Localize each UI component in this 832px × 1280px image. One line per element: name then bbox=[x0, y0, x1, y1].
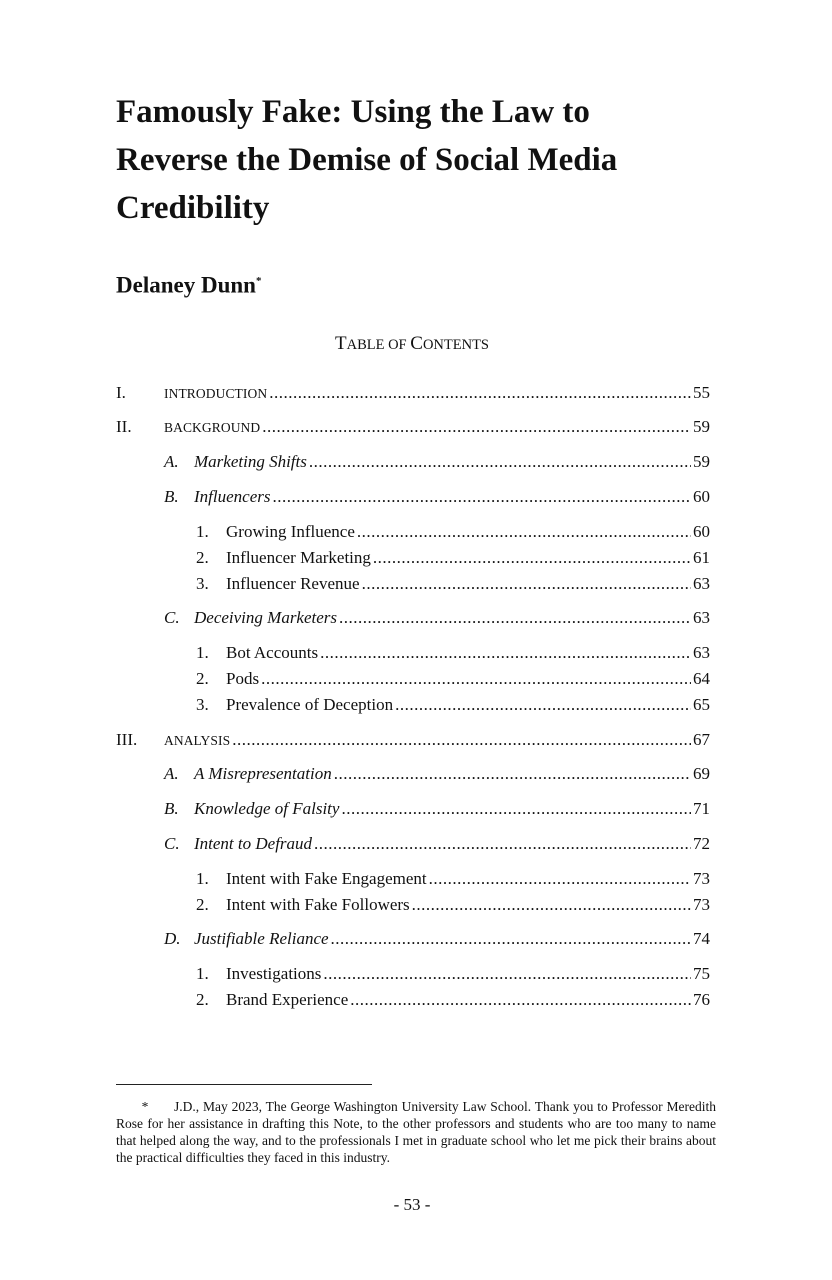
footnote bbox=[116, 1098, 716, 1166]
toc-entry[interactable] bbox=[116, 694, 710, 716]
toc-entry-page: 59 bbox=[693, 417, 710, 436]
toc-entry-page: 69 bbox=[693, 764, 710, 783]
toc-entry-label: Investigations bbox=[226, 964, 322, 983]
title-line: Famously Fake: Using the Law to bbox=[116, 94, 590, 130]
toc-entry-label: BACKGROUND bbox=[164, 420, 261, 435]
author-name: Delaney Dunn* bbox=[116, 272, 262, 298]
toc-entry-number: C. bbox=[164, 608, 180, 627]
dot-leader bbox=[323, 963, 691, 985]
dot-leader bbox=[314, 833, 691, 855]
toc-entry-number: C. bbox=[164, 834, 180, 853]
toc-entry-number: 2. bbox=[196, 895, 209, 914]
toc-entry[interactable] bbox=[116, 894, 710, 916]
toc-entry-page: 76 bbox=[693, 990, 710, 1009]
toc-entry-label: Deceiving Marketers bbox=[194, 608, 338, 627]
dot-leader bbox=[429, 868, 691, 890]
toc-entry[interactable] bbox=[116, 451, 710, 473]
toc-entry-label: Influencers bbox=[194, 487, 271, 506]
toc-entry[interactable] bbox=[116, 486, 710, 508]
toc-entry-page: 74 bbox=[693, 929, 710, 948]
toc-entry-number: 2. bbox=[196, 990, 209, 1009]
toc-entry-number: B. bbox=[164, 487, 179, 506]
toc-entry-label: Prevalence of Deception bbox=[226, 695, 394, 714]
toc-entry-page: 73 bbox=[693, 895, 710, 914]
dot-leader bbox=[331, 928, 691, 950]
dot-leader bbox=[357, 521, 691, 543]
toc-entry[interactable] bbox=[116, 798, 710, 820]
toc-entry-page: 60 bbox=[693, 487, 710, 506]
toc-entry-page: 63 bbox=[693, 574, 710, 593]
toc-entry-number: 2. bbox=[196, 669, 209, 688]
title-line: Reverse the Demise of Social Media bbox=[116, 142, 618, 178]
toc-entry-label: Bot Accounts bbox=[226, 643, 319, 662]
dot-leader bbox=[350, 989, 691, 1011]
toc-entry-page: 71 bbox=[693, 799, 710, 818]
toc-entry-page: 64 bbox=[693, 669, 710, 688]
toc-entry-number: 3. bbox=[196, 574, 209, 593]
toc-entry-label: Marketing Shifts bbox=[194, 452, 307, 471]
toc-entry-number: 1. bbox=[196, 643, 209, 662]
toc-entry-label: Influencer Marketing bbox=[226, 548, 371, 567]
toc-entry-label: Growing Influence bbox=[226, 522, 355, 541]
dot-leader bbox=[261, 668, 691, 690]
toc-entry-number: 1. bbox=[196, 522, 209, 541]
toc-entry[interactable] bbox=[116, 416, 710, 438]
dot-leader bbox=[232, 729, 691, 751]
toc-entry[interactable] bbox=[116, 668, 710, 690]
dot-leader bbox=[269, 382, 691, 404]
dot-leader bbox=[412, 894, 691, 916]
toc-entry[interactable] bbox=[116, 521, 710, 543]
dot-leader bbox=[341, 798, 691, 820]
toc-entry-page: 55 bbox=[693, 383, 710, 402]
toc-entry-number: II. bbox=[116, 417, 132, 436]
author-footnote-mark[interactable]: * bbox=[255, 275, 262, 287]
dot-leader bbox=[373, 547, 691, 569]
toc-entry-label: ANALYSIS bbox=[164, 733, 231, 748]
toc-entry[interactable] bbox=[116, 607, 710, 629]
article-title bbox=[116, 88, 736, 232]
toc-entry-page: 73 bbox=[693, 869, 710, 888]
page-number: - 53 - bbox=[393, 1195, 431, 1214]
toc-entry-number: 3. bbox=[196, 695, 209, 714]
toc-entry-number: A. bbox=[164, 452, 179, 471]
dot-leader bbox=[309, 451, 691, 473]
toc-entry[interactable] bbox=[116, 963, 710, 985]
toc-entry-number: III. bbox=[116, 730, 138, 749]
toc-entry-number: A. bbox=[164, 764, 179, 783]
toc-entry-label: Knowledge of Falsity bbox=[194, 799, 340, 818]
toc-entry-label: Brand Experience bbox=[226, 990, 349, 1009]
dot-leader bbox=[320, 642, 691, 664]
footnote-divider bbox=[116, 1084, 372, 1085]
toc-entry[interactable] bbox=[116, 833, 710, 855]
footnote-mark: * bbox=[141, 1099, 149, 1114]
toc-entry[interactable] bbox=[116, 642, 710, 664]
toc-entry-label: Influencer Revenue bbox=[226, 574, 360, 593]
toc-entry[interactable] bbox=[116, 868, 710, 890]
toc-entry[interactable] bbox=[116, 547, 710, 569]
toc-entry-page: 65 bbox=[693, 695, 710, 714]
toc-entry[interactable] bbox=[116, 573, 710, 595]
dot-leader bbox=[395, 694, 691, 716]
toc-heading: TABLE OF CONTENTS bbox=[334, 333, 489, 354]
toc-entry-page: 59 bbox=[693, 452, 710, 471]
toc-entry[interactable] bbox=[116, 763, 710, 785]
toc-entry-number: B. bbox=[164, 799, 179, 818]
toc-entry[interactable] bbox=[116, 928, 710, 950]
dot-leader bbox=[262, 416, 691, 438]
toc-entry-number: 2. bbox=[196, 548, 209, 567]
toc-entry-page: 61 bbox=[693, 548, 710, 567]
dot-leader bbox=[334, 763, 691, 785]
toc-entry-label: A Misrepresentation bbox=[194, 764, 332, 783]
title-line: Credibility bbox=[116, 190, 270, 226]
toc-entry-label: Pods bbox=[226, 669, 260, 688]
toc-entry-page: 60 bbox=[693, 522, 710, 541]
toc-entry-number: 1. bbox=[196, 964, 209, 983]
toc-entry[interactable] bbox=[116, 989, 710, 1011]
footnote-text: J.D., May 2023, The George Washington University Law School. Thank you to Professor Meredith Rose for her assistance in drafting this Note, to the other professors and students who are too many to name that helped along the way, and to the professionals I met in graduate school who let me pick their brains about the practical difficulties they faced in this industry. bbox=[116, 1099, 716, 1165]
toc-entry-label: Intent to Defraud bbox=[194, 834, 313, 853]
toc-entry[interactable] bbox=[116, 729, 710, 751]
toc-entry-label: Justifiable Reliance bbox=[194, 929, 329, 948]
dot-leader bbox=[272, 486, 691, 508]
toc-entry-page: 75 bbox=[693, 964, 710, 983]
toc-entry[interactable] bbox=[116, 382, 710, 404]
toc-entry-page: 67 bbox=[693, 730, 710, 749]
toc-entry-number: 1. bbox=[196, 869, 209, 888]
toc-entry-label: INTRODUCTION bbox=[164, 386, 268, 401]
dot-leader bbox=[362, 573, 691, 595]
dot-leader bbox=[339, 607, 691, 629]
toc-entry-page: 63 bbox=[693, 608, 710, 627]
toc-entry-label: Intent with Fake Engagement bbox=[226, 869, 427, 888]
toc-entry-number: D. bbox=[164, 929, 181, 948]
toc-entry-label: Intent with Fake Followers bbox=[226, 895, 410, 914]
toc-entry-page: 72 bbox=[693, 834, 710, 853]
toc-entry-number: I. bbox=[116, 383, 126, 402]
toc-entry-page: 63 bbox=[693, 643, 710, 662]
